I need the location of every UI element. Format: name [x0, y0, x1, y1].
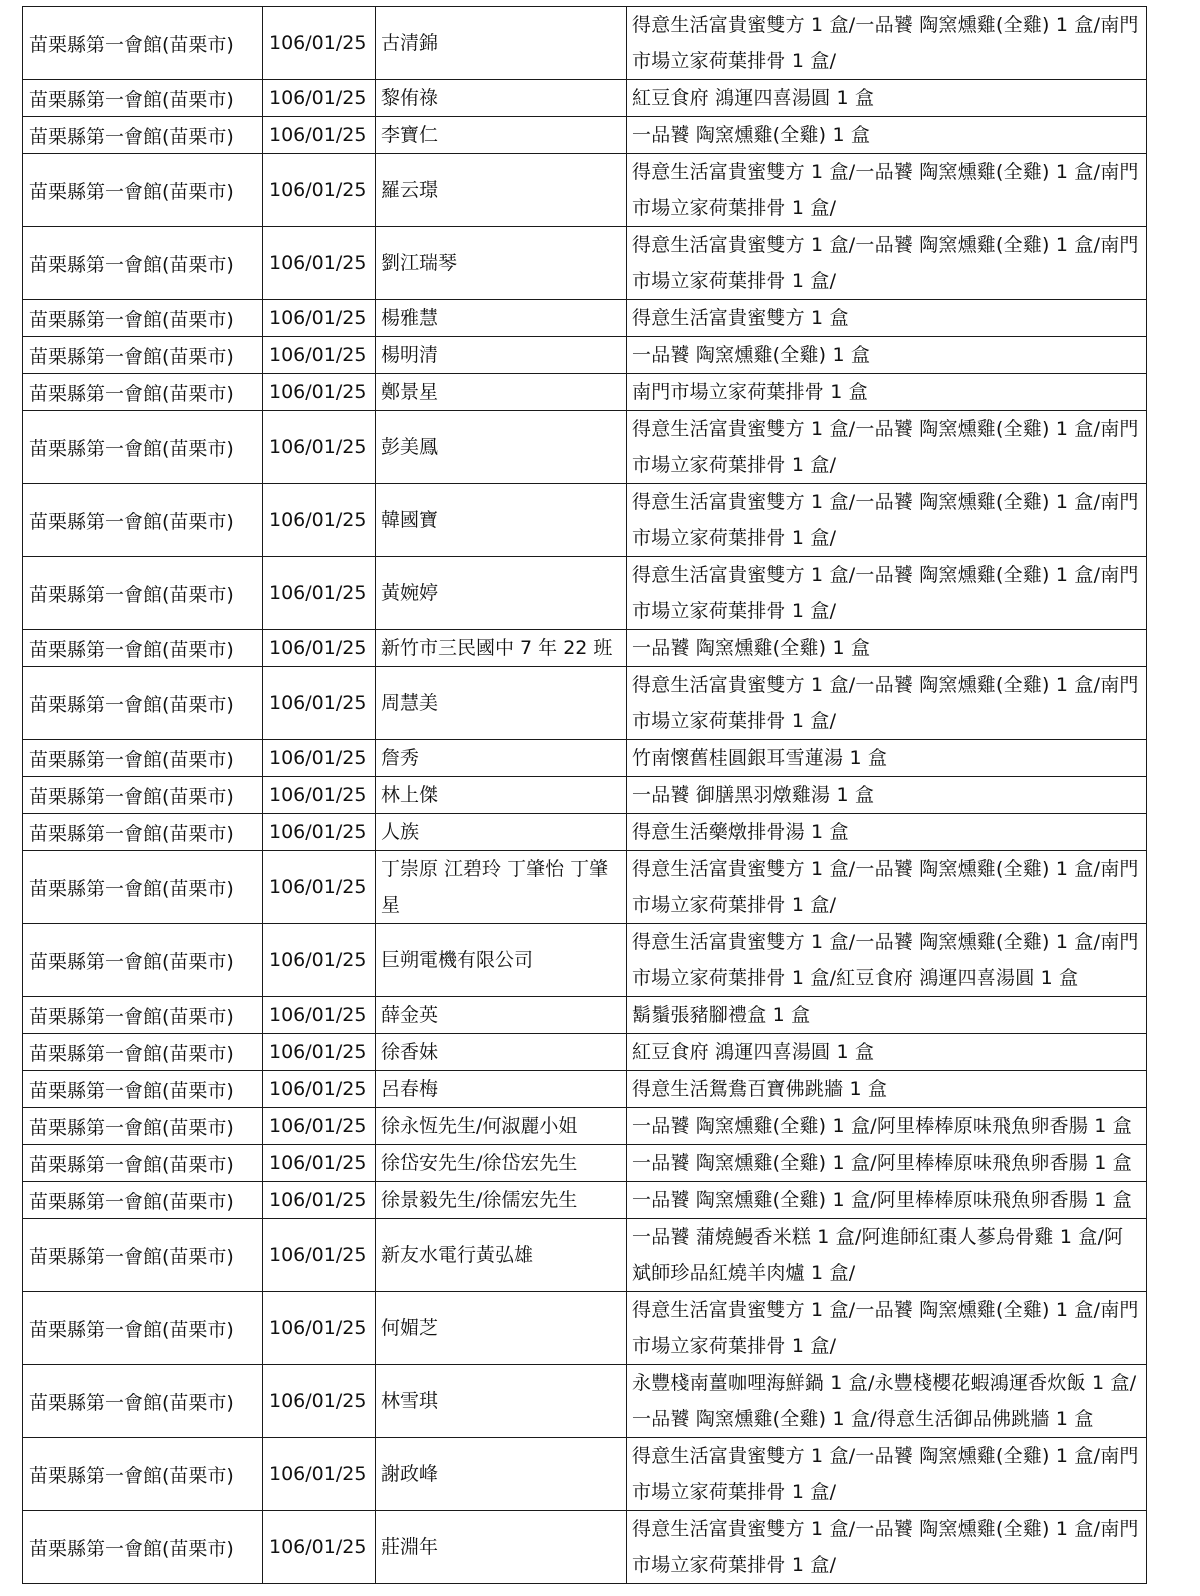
donation-table-body	[23, 7, 1147, 1584]
donated-items-cell: 得意生活富貴蜜雙方 1 盒/一品饕 陶窯燻雞(全雞) 1 盒/南門市場立家荷葉排骨 1 盒/	[627, 851, 1147, 924]
table-row	[23, 1438, 1147, 1511]
donor-name-cell: 林雪琪	[376, 1365, 627, 1438]
donor-name-cell: 羅云璟	[376, 154, 627, 227]
date-cell: 106/01/25	[263, 997, 376, 1034]
date-cell: 106/01/25	[263, 1034, 376, 1071]
donor-name-cell: 丁崇原 江碧玲 丁肇怡 丁肇星	[376, 851, 627, 924]
date-cell: 106/01/25	[263, 411, 376, 484]
date-cell: 106/01/25	[263, 924, 376, 997]
date-cell: 106/01/25	[263, 300, 376, 337]
venue-cell: 苗栗縣第一會館(苗栗市)	[23, 1071, 263, 1108]
donated-items-cell: 得意生活富貴蜜雙方 1 盒/一品饕 陶窯燻雞(全雞) 1 盒/南門市場立家荷葉排骨 1 盒/紅豆食府 鴻運四喜湯圓 1 盒	[627, 924, 1147, 997]
venue-cell: 苗栗縣第一會館(苗栗市)	[23, 117, 263, 154]
donated-items-cell: 一品饕 陶窯燻雞(全雞) 1 盒	[627, 117, 1147, 154]
table-row	[23, 924, 1147, 997]
donated-items-cell: 得意生活富貴蜜雙方 1 盒/一品饕 陶窯燻雞(全雞) 1 盒/南門市場立家荷葉排骨 1 盒/	[627, 557, 1147, 630]
table-row	[23, 630, 1147, 667]
donated-items-cell: 一品饕 陶窯燻雞(全雞) 1 盒	[627, 630, 1147, 667]
table-row	[23, 484, 1147, 557]
donor-name-cell: 新友水電行黃弘雄	[376, 1219, 627, 1292]
donor-name-cell: 徐香妹	[376, 1034, 627, 1071]
donated-items-cell: 得意生活富貴蜜雙方 1 盒/一品饕 陶窯燻雞(全雞) 1 盒/南門市場立家荷葉排骨 1 盒/	[627, 227, 1147, 300]
table-row	[23, 557, 1147, 630]
venue-cell: 苗栗縣第一會館(苗栗市)	[23, 630, 263, 667]
table-row	[23, 1511, 1147, 1584]
table-row	[23, 80, 1147, 117]
venue-cell: 苗栗縣第一會館(苗栗市)	[23, 740, 263, 777]
table-row	[23, 740, 1147, 777]
donated-items-cell: 得意生活富貴蜜雙方 1 盒	[627, 300, 1147, 337]
venue-cell: 苗栗縣第一會館(苗栗市)	[23, 777, 263, 814]
donor-name-cell: 周慧美	[376, 667, 627, 740]
date-cell: 106/01/25	[263, 1145, 376, 1182]
donated-items-cell: 得意生活藥燉排骨湯 1 盒	[627, 814, 1147, 851]
date-cell: 106/01/25	[263, 1071, 376, 1108]
venue-cell: 苗栗縣第一會館(苗栗市)	[23, 1108, 263, 1145]
date-cell: 106/01/25	[263, 630, 376, 667]
venue-cell: 苗栗縣第一會館(苗栗市)	[23, 1292, 263, 1365]
date-cell: 106/01/25	[263, 80, 376, 117]
donated-items-cell: 得意生活富貴蜜雙方 1 盒/一品饕 陶窯燻雞(全雞) 1 盒/南門市場立家荷葉排骨 1 盒/	[627, 154, 1147, 227]
table-row	[23, 227, 1147, 300]
table-row	[23, 851, 1147, 924]
donated-items-cell: 得意生活富貴蜜雙方 1 盒/一品饕 陶窯燻雞(全雞) 1 盒/南門市場立家荷葉排骨 1 盒/	[627, 7, 1147, 80]
donated-items-cell: 一品饕 陶窯燻雞(全雞) 1 盒/阿里棒棒原味飛魚卵香腸 1 盒	[627, 1182, 1147, 1219]
date-cell: 106/01/25	[263, 7, 376, 80]
date-cell: 106/01/25	[263, 117, 376, 154]
donated-items-cell: 南門市場立家荷葉排骨 1 盒	[627, 374, 1147, 411]
table-row	[23, 1292, 1147, 1365]
donated-items-cell: 紅豆食府 鴻運四喜湯圓 1 盒	[627, 1034, 1147, 1071]
donor-name-cell: 李寶仁	[376, 117, 627, 154]
table-row	[23, 117, 1147, 154]
donated-items-cell: 鬍鬚張豬腳禮盒 1 盒	[627, 997, 1147, 1034]
date-cell: 106/01/25	[263, 374, 376, 411]
donor-name-cell: 黃婉婷	[376, 557, 627, 630]
venue-cell: 苗栗縣第一會館(苗栗市)	[23, 1219, 263, 1292]
venue-cell: 苗栗縣第一會館(苗栗市)	[23, 997, 263, 1034]
venue-cell: 苗栗縣第一會館(苗栗市)	[23, 1511, 263, 1584]
donor-name-cell: 韓國寶	[376, 484, 627, 557]
donor-name-cell: 黎侑祿	[376, 80, 627, 117]
date-cell: 106/01/25	[263, 154, 376, 227]
date-cell: 106/01/25	[263, 740, 376, 777]
donated-items-cell: 一品饕 陶窯燻雞(全雞) 1 盒	[627, 337, 1147, 374]
venue-cell: 苗栗縣第一會館(苗栗市)	[23, 557, 263, 630]
donated-items-cell: 得意生活富貴蜜雙方 1 盒/一品饕 陶窯燻雞(全雞) 1 盒/南門市場立家荷葉排骨 1 盒/	[627, 484, 1147, 557]
venue-cell: 苗栗縣第一會館(苗栗市)	[23, 7, 263, 80]
donated-items-cell: 一品饕 御膳黑羽燉雞湯 1 盒	[627, 777, 1147, 814]
donated-items-cell: 得意生活富貴蜜雙方 1 盒/一品饕 陶窯燻雞(全雞) 1 盒/南門市場立家荷葉排骨 1 盒/	[627, 1511, 1147, 1584]
venue-cell: 苗栗縣第一會館(苗栗市)	[23, 1034, 263, 1071]
donor-name-cell: 新竹市三民國中 7 年 22 班	[376, 630, 627, 667]
venue-cell: 苗栗縣第一會館(苗栗市)	[23, 851, 263, 924]
donated-items-cell: 得意生活富貴蜜雙方 1 盒/一品饕 陶窯燻雞(全雞) 1 盒/南門市場立家荷葉排骨 1 盒/	[627, 1292, 1147, 1365]
date-cell: 106/01/25	[263, 227, 376, 300]
table-row	[23, 997, 1147, 1034]
date-cell: 106/01/25	[263, 1438, 376, 1511]
donated-items-cell: 永豐棧南薑咖哩海鮮鍋 1 盒/永豐棧櫻花蝦鴻運香炊飯 1 盒/一品饕 陶窯燻雞(全雞) 1 盒/得意生活御品佛跳牆 1 盒	[627, 1365, 1147, 1438]
venue-cell: 苗栗縣第一會館(苗栗市)	[23, 374, 263, 411]
donor-name-cell: 何媚芝	[376, 1292, 627, 1365]
venue-cell: 苗栗縣第一會館(苗栗市)	[23, 1182, 263, 1219]
donor-name-cell: 徐岱安先生/徐岱宏先生	[376, 1145, 627, 1182]
table-row	[23, 667, 1147, 740]
donor-name-cell: 人族	[376, 814, 627, 851]
donor-name-cell: 徐永恆先生/何淑麗小姐	[376, 1108, 627, 1145]
donor-name-cell: 古清錦	[376, 7, 627, 80]
venue-cell: 苗栗縣第一會館(苗栗市)	[23, 154, 263, 227]
date-cell: 106/01/25	[263, 777, 376, 814]
date-cell: 106/01/25	[263, 337, 376, 374]
donor-name-cell: 莊淵年	[376, 1511, 627, 1584]
donated-items-cell: 得意生活鴛鴦百寶佛跳牆 1 盒	[627, 1071, 1147, 1108]
date-cell: 106/01/25	[263, 851, 376, 924]
table-row	[23, 1145, 1147, 1182]
donor-name-cell: 鄭景星	[376, 374, 627, 411]
date-cell: 106/01/25	[263, 667, 376, 740]
donor-name-cell: 楊明清	[376, 337, 627, 374]
venue-cell: 苗栗縣第一會館(苗栗市)	[23, 411, 263, 484]
donor-name-cell: 楊雅慧	[376, 300, 627, 337]
table-row	[23, 1219, 1147, 1292]
donor-name-cell: 劉江瑞琴	[376, 227, 627, 300]
venue-cell: 苗栗縣第一會館(苗栗市)	[23, 924, 263, 997]
table-row	[23, 374, 1147, 411]
donor-name-cell: 徐景毅先生/徐儒宏先生	[376, 1182, 627, 1219]
date-cell: 106/01/25	[263, 484, 376, 557]
table-row	[23, 300, 1147, 337]
donated-items-cell: 一品饕 陶窯燻雞(全雞) 1 盒/阿里棒棒原味飛魚卵香腸 1 盒	[627, 1145, 1147, 1182]
donated-items-cell: 得意生活富貴蜜雙方 1 盒/一品饕 陶窯燻雞(全雞) 1 盒/南門市場立家荷葉排骨 1 盒/	[627, 411, 1147, 484]
venue-cell: 苗栗縣第一會館(苗栗市)	[23, 300, 263, 337]
donor-name-cell: 巨朔電機有限公司	[376, 924, 627, 997]
venue-cell: 苗栗縣第一會館(苗栗市)	[23, 484, 263, 557]
donated-items-cell: 竹南懷舊桂圓銀耳雪蓮湯 1 盒	[627, 740, 1147, 777]
venue-cell: 苗栗縣第一會館(苗栗市)	[23, 1438, 263, 1511]
donor-name-cell: 薛金英	[376, 997, 627, 1034]
table-row	[23, 7, 1147, 80]
venue-cell: 苗栗縣第一會館(苗栗市)	[23, 1365, 263, 1438]
date-cell: 106/01/25	[263, 1182, 376, 1219]
venue-cell: 苗栗縣第一會館(苗栗市)	[23, 814, 263, 851]
date-cell: 106/01/25	[263, 1219, 376, 1292]
donor-name-cell: 彭美鳳	[376, 411, 627, 484]
table-row	[23, 1108, 1147, 1145]
donated-items-cell: 得意生活富貴蜜雙方 1 盒/一品饕 陶窯燻雞(全雞) 1 盒/南門市場立家荷葉排骨 1 盒/	[627, 1438, 1147, 1511]
donated-items-cell: 得意生活富貴蜜雙方 1 盒/一品饕 陶窯燻雞(全雞) 1 盒/南門市場立家荷葉排骨 1 盒/	[627, 667, 1147, 740]
donation-table	[22, 6, 1147, 1584]
table-row	[23, 154, 1147, 227]
venue-cell: 苗栗縣第一會館(苗栗市)	[23, 80, 263, 117]
venue-cell: 苗栗縣第一會館(苗栗市)	[23, 227, 263, 300]
date-cell: 106/01/25	[263, 814, 376, 851]
table-row	[23, 777, 1147, 814]
table-row	[23, 1182, 1147, 1219]
venue-cell: 苗栗縣第一會館(苗栗市)	[23, 667, 263, 740]
donor-name-cell: 林上傑	[376, 777, 627, 814]
donated-items-cell: 紅豆食府 鴻運四喜湯圓 1 盒	[627, 80, 1147, 117]
donor-name-cell: 謝政峰	[376, 1438, 627, 1511]
donated-items-cell: 一品饕 陶窯燻雞(全雞) 1 盒/阿里棒棒原味飛魚卵香腸 1 盒	[627, 1108, 1147, 1145]
table-row	[23, 411, 1147, 484]
table-row	[23, 1034, 1147, 1071]
donated-items-cell: 一品饕 蒲燒鰻香米糕 1 盒/阿進師紅棗人蔘烏骨雞 1 盒/阿斌師珍品紅燒羊肉爐 1 盒/	[627, 1219, 1147, 1292]
table-row	[23, 337, 1147, 374]
date-cell: 106/01/25	[263, 1292, 376, 1365]
table-row	[23, 1071, 1147, 1108]
venue-cell: 苗栗縣第一會館(苗栗市)	[23, 337, 263, 374]
donor-name-cell: 呂春梅	[376, 1071, 627, 1108]
venue-cell: 苗栗縣第一會館(苗栗市)	[23, 1145, 263, 1182]
donor-name-cell: 詹秀	[376, 740, 627, 777]
date-cell: 106/01/25	[263, 1365, 376, 1438]
date-cell: 106/01/25	[263, 557, 376, 630]
date-cell: 106/01/25	[263, 1108, 376, 1145]
table-row	[23, 814, 1147, 851]
donation-sheet	[22, 6, 1147, 1584]
date-cell: 106/01/25	[263, 1511, 376, 1584]
table-row	[23, 1365, 1147, 1438]
